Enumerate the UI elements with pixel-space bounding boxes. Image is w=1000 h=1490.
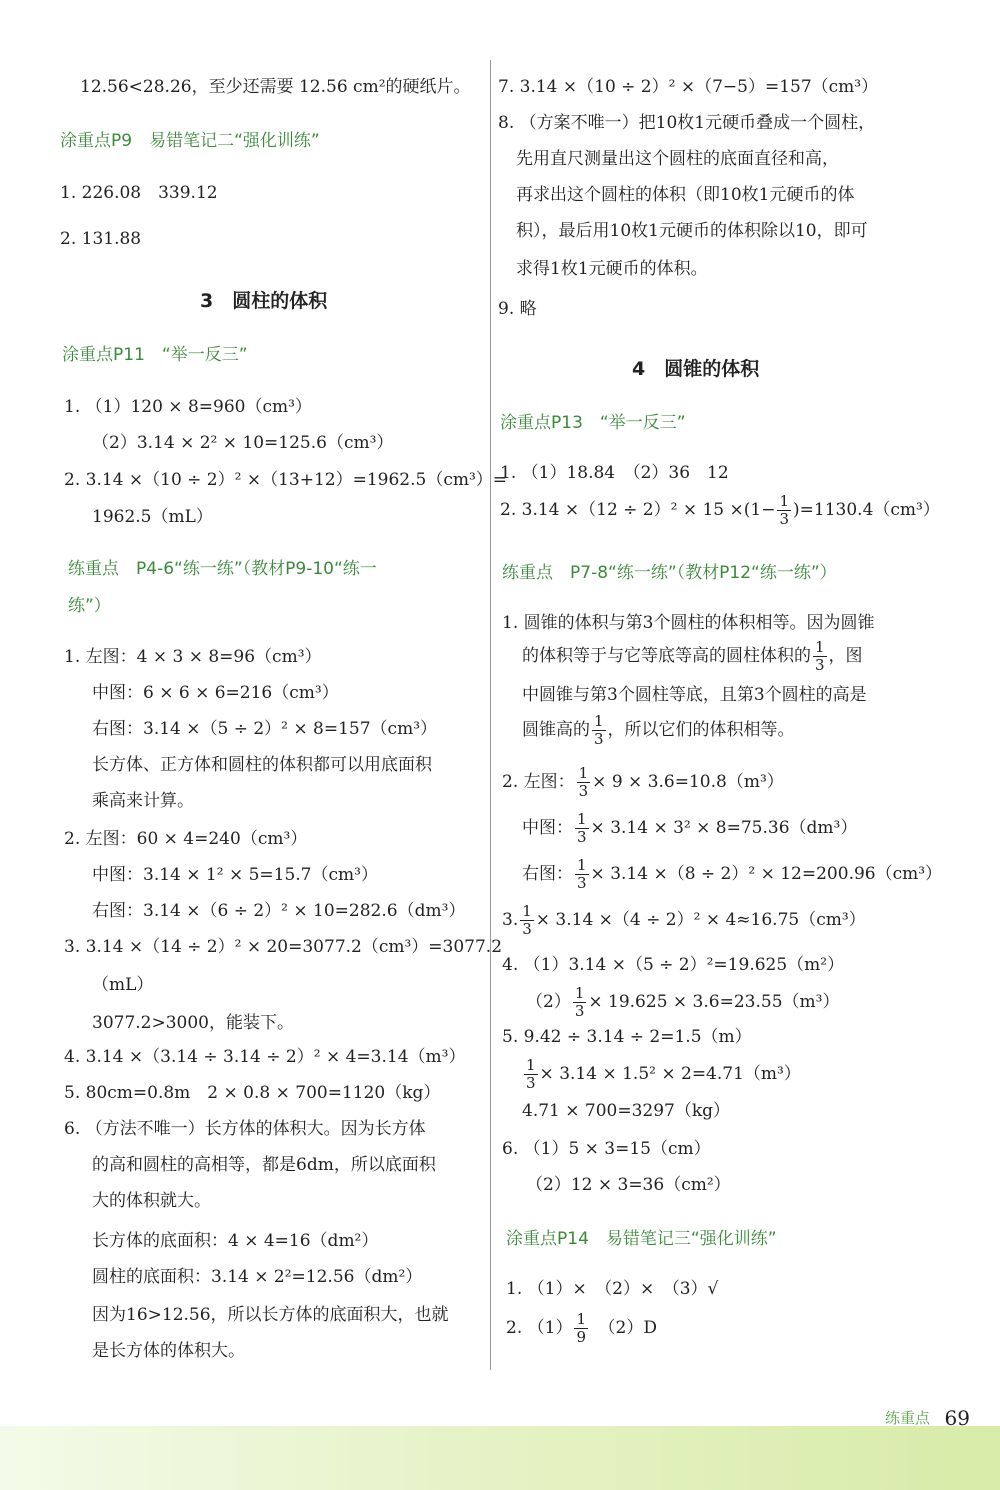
answer-text: =1130.4（cm³） (799, 500, 940, 520)
answer-line: 再求出这个圆柱的体积（即10枚1元硬币的体 (516, 185, 855, 205)
answer-text: 2. （1） (506, 1318, 573, 1338)
denominator: 3 (577, 828, 587, 846)
answer-text: 的体积等于与它等底等高的圆柱体积的 (522, 646, 811, 666)
footer-brand: 练重点 (884, 1409, 930, 1427)
section-heading: 练”） (68, 596, 111, 616)
answer-line: 1. 226.08 339.12 (60, 183, 218, 203)
text-line: 12.56<28.26，至少还需要 12.56 cm²的硬纸片。 (80, 77, 471, 97)
page-footer-band (0, 1426, 1000, 1490)
answer-line: 5. 80cm=0.8m 2 × 0.8 × 700=1120（kg） (64, 1083, 441, 1103)
answer-text: × 19.625 × 3.6=23.55（m³） (588, 992, 840, 1012)
numerator: 1 (779, 492, 790, 510)
answer-line: 2. 左图：60 × 4=240（cm³） (64, 829, 308, 849)
answer-line: 求得1枚1元硬币的体积。 (516, 259, 708, 279)
answer-line (506, 1310, 657, 1346)
answer-text: ，所以它们的体积相等。 (607, 720, 795, 740)
numerator: 1 (815, 638, 825, 656)
answer-line: （2）12 × 3=36（cm²） (526, 1175, 731, 1195)
answer-line (502, 764, 784, 800)
answer-line: 中图：3.14 × 1² × 5=15.7（cm³） (92, 865, 378, 885)
paren: ) (793, 500, 800, 520)
denominator: 3 (594, 730, 604, 748)
answer-line: 中圆锥与第3个圆柱等底，且第3个圆柱的高是 (522, 685, 867, 705)
answer-line: 因为16>12.56，所以长方体的底面积大，也就 (92, 1305, 449, 1325)
answer-line (522, 1056, 801, 1092)
answer-line: 8. （方案不唯一）把10枚1元硬币叠成一个圆柱， (498, 113, 876, 133)
denominator: 3 (578, 782, 589, 800)
answer-line: 6. （1）5 × 3=15（cm） (502, 1139, 711, 1159)
answer-line: 1. （1）× （2）× （3）√ (506, 1279, 719, 1299)
fraction (575, 857, 589, 892)
answer-text: × 3.14 × 1.5² × 2=4.71（m³） (539, 1064, 801, 1084)
answer-text: 1− (750, 500, 776, 520)
answer-line (500, 492, 940, 528)
denominator: 3 (526, 1074, 536, 1092)
denominator: 3 (815, 656, 825, 674)
numerator: 1 (594, 712, 604, 730)
answer-line: 圆柱的底面积：3.14 × 2²=12.56（dm²） (92, 1267, 423, 1287)
answer-line: 积），最后用10枚1元硬币的体积除以10，即可 (516, 221, 868, 241)
answer-line (526, 984, 839, 1020)
answer-line: 长方体、正方体和圆柱的体积都可以用底面积 (92, 755, 432, 775)
answer-line: （2）3.14 × 2² × 10=125.6（cm³） (92, 433, 394, 453)
answer-line: 4. （1）3.14 ×（5 ÷ 2）²=19.625（m²） (502, 955, 845, 975)
answer-text: 圆锥高的 (522, 720, 590, 740)
fraction (777, 493, 791, 528)
numerator: 1 (526, 1056, 536, 1074)
answer-line: 9. 略 (498, 299, 537, 319)
answer-text: （2）D (607, 1318, 657, 1338)
answer-line: 3. 3.14 ×（14 ÷ 2）² × 20=3077.2（cm³）=3077.2 (64, 937, 503, 957)
numerator: 1 (576, 1310, 586, 1328)
fraction (524, 1057, 538, 1092)
fraction (573, 985, 587, 1020)
section-heading: 涂重点P9 易错笔记二“强化训练” (60, 131, 320, 151)
answer-text: × 9 × 3.6=10.8（m³） (592, 772, 784, 792)
denominator: 3 (779, 510, 790, 528)
answer-line: 1. 圆锥的体积与第3个圆柱的体积相等。因为圆锥 (502, 613, 875, 633)
answer-line (522, 712, 795, 748)
section-heading: 涂重点P14 易错笔记三“强化训练” (506, 1229, 777, 1249)
numerator: 1 (577, 810, 587, 828)
answer-line: 的高和圆柱的高相等，都是6dm，所以底面积 (92, 1155, 436, 1175)
answer-text: 3. (502, 910, 519, 930)
answer-line: 右图：3.14 ×（6 ÷ 2）² × 10=282.6（dm³） (92, 901, 466, 921)
answer-text: × 3.14 ×（4 ÷ 2）² × 4≈16.75（cm³） (535, 910, 866, 930)
fraction (520, 903, 534, 938)
answer-line: 3077.2>3000，能装下。 (92, 1013, 294, 1033)
column-divider (490, 60, 491, 1370)
denominator: 9 (576, 1328, 586, 1346)
section-heading: 练重点 P4-6“练一练”（教材P9-10“练一 (68, 559, 377, 579)
answer-line: 1. （1）18.84 （2）36 12 (500, 463, 729, 483)
fraction (574, 1311, 588, 1346)
answer-line: 先用直尺测量出这个圆柱的底面直径和高， (516, 149, 839, 169)
fraction (577, 765, 591, 800)
section-heading: 涂重点P13 “举一反三” (500, 413, 686, 433)
answer-text: ，图 (828, 646, 863, 666)
answer-line: 中图：6 × 6 × 6=216（cm³） (92, 683, 339, 703)
paren: ( (743, 500, 751, 520)
answer-line: 1. 左图：4 × 3 × 8=96（cm³） (64, 647, 322, 667)
fraction (575, 811, 589, 846)
answer-line: 是长方体的体积大。 (92, 1341, 245, 1361)
answer-line: 4. 3.14 ×（3.14 ÷ 3.14 ÷ 2）² × 4=3.14（m³） (64, 1047, 466, 1067)
answer-text: （2） (526, 992, 571, 1012)
answer-text: 右图： (522, 864, 573, 884)
answer-line: 乘高来计算。 (92, 791, 194, 811)
numerator: 1 (578, 764, 589, 782)
answer-line: 2. 3.14 ×（10 ÷ 2）² ×（13+12）=1962.5（cm³）= (64, 470, 508, 490)
answer-text: 2. 左图： (502, 772, 575, 792)
answer-line: 大的体积就大。 (92, 1191, 211, 1211)
answer-line (502, 902, 866, 938)
numerator: 1 (522, 902, 532, 920)
answer-line: 右图：3.14 ×（5 ÷ 2）² × 8=157（cm³） (92, 719, 438, 739)
answer-line: 1. （1）120 × 8=960（cm³） (64, 397, 312, 417)
page-number: 69 (944, 1406, 970, 1430)
fraction (592, 713, 606, 748)
answer-line (522, 810, 857, 846)
chapter-title: 4 圆锥的体积 (632, 358, 760, 380)
answer-text: 中图： (522, 818, 573, 838)
denominator: 3 (577, 874, 587, 892)
section-heading: 练重点 P7-8“练一练”（教材P12“练一练”） (502, 563, 837, 583)
section-heading: 涂重点P11 “举一反三” (62, 345, 248, 365)
answer-line: 长方体的底面积：4 × 4=16（dm²） (92, 1231, 379, 1251)
answer-text: 2. 3.14 ×（12 ÷ 2）² × 15 × (500, 500, 744, 520)
denominator: 3 (522, 920, 532, 938)
answer-line: 1962.5（mL） (92, 507, 213, 527)
numerator: 1 (577, 856, 587, 874)
answer-text: × 3.14 ×（8 ÷ 2）² × 12=200.96（cm³） (590, 864, 943, 884)
answer-line: 6. （方法不唯一）长方体的体积大。因为长方体 (64, 1119, 426, 1139)
numerator: 1 (574, 984, 585, 1002)
answer-line: 2. 131.88 (60, 229, 142, 249)
answer-line: 4.71 × 700=3297（kg） (522, 1101, 731, 1121)
answer-line: 5. 9.42 ÷ 3.14 ÷ 2=1.5（m） (502, 1027, 752, 1047)
answer-line: 7. 3.14 ×（10 ÷ 2）² ×（7−5）=157（cm³） (498, 77, 879, 97)
fraction (813, 639, 827, 674)
answer-line (522, 856, 942, 892)
denominator: 3 (574, 1002, 585, 1020)
answer-text: × 3.14 × 3² × 8=75.36（dm³） (590, 818, 858, 838)
chapter-title: 3 圆柱的体积 (200, 290, 328, 312)
answer-line (522, 638, 863, 674)
answer-line: （mL） (92, 975, 154, 995)
